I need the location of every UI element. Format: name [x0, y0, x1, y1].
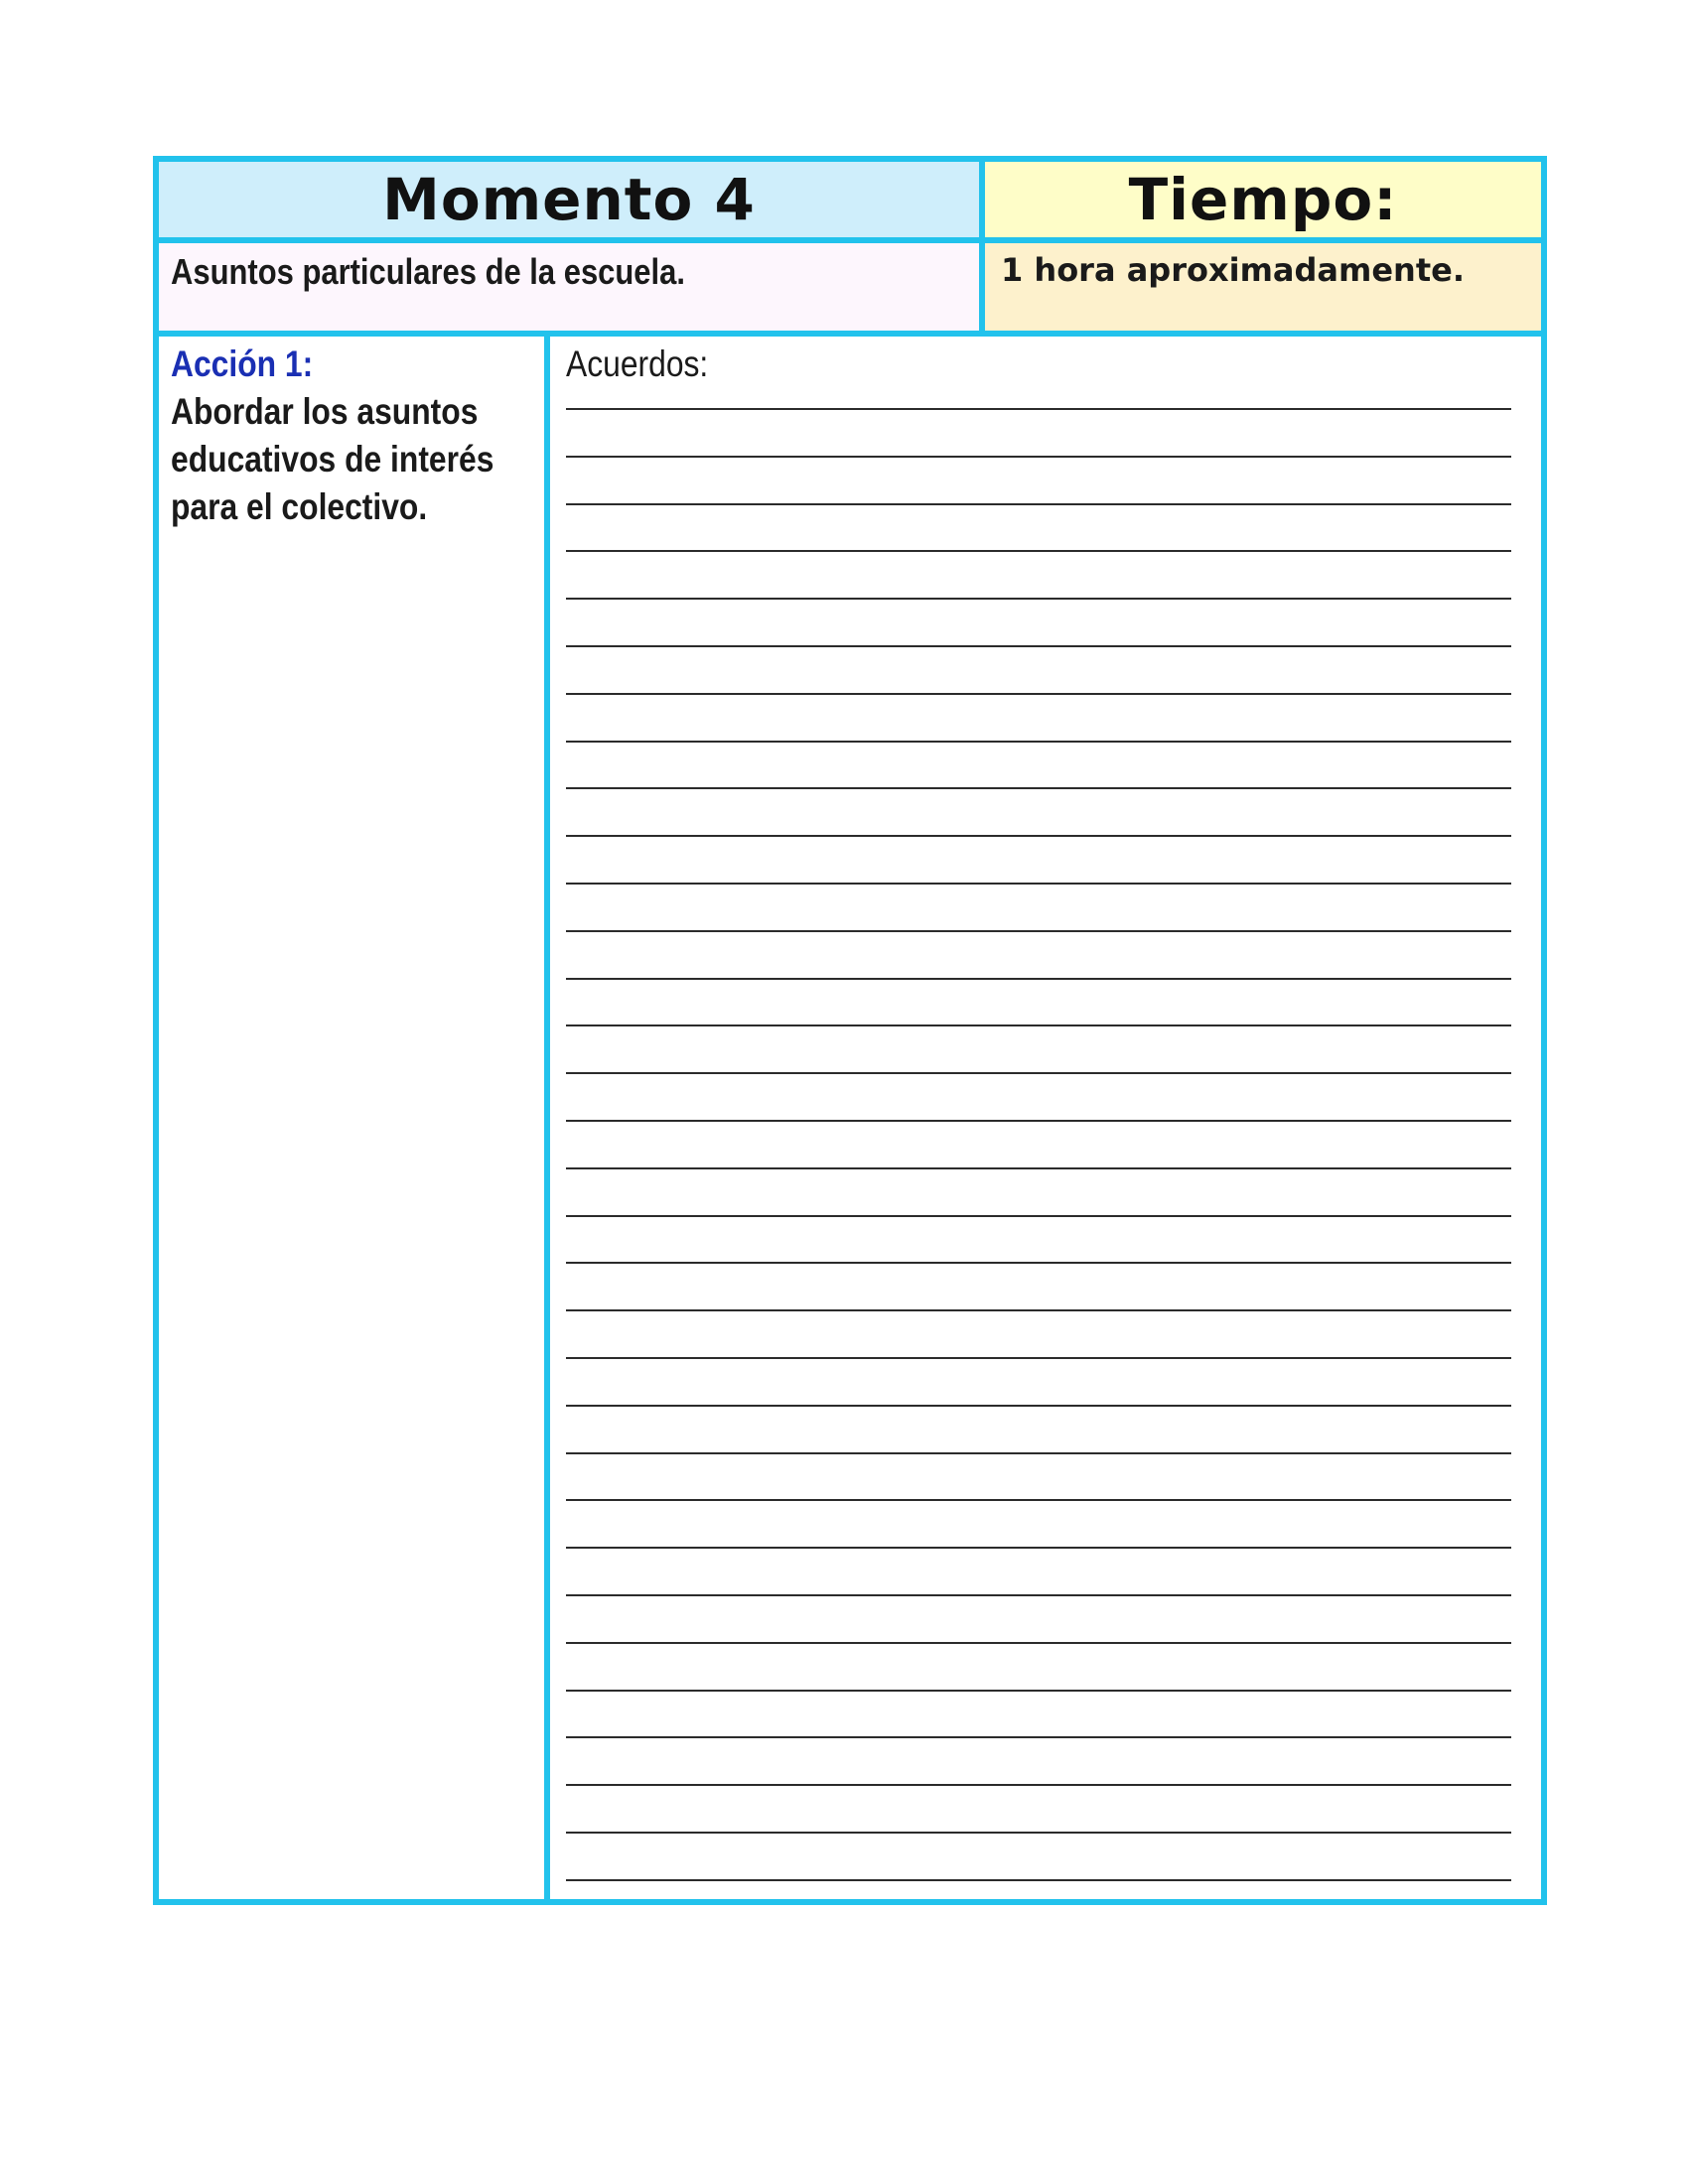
asuntos-cell: [159, 243, 985, 337]
writing-line: [566, 645, 1511, 647]
tiempo-value-cell: [985, 243, 1541, 337]
writing-line: [566, 1642, 1511, 1644]
writing-line: [566, 1499, 1511, 1501]
accion-cell: [159, 337, 550, 1899]
writing-line: [566, 1262, 1511, 1264]
writing-line: [566, 1547, 1511, 1549]
writing-line: [566, 1452, 1511, 1454]
writing-line: [566, 1784, 1511, 1786]
momento-4-form: [153, 156, 1547, 1905]
writing-line: [566, 1879, 1511, 1881]
writing-line: [566, 835, 1511, 837]
writing-line: [566, 456, 1511, 458]
writing-line: [566, 408, 1511, 410]
writing-line: [566, 1594, 1511, 1596]
asuntos-text: Asuntos particulares de la escuela.: [171, 251, 685, 292]
writing-line: [566, 1024, 1511, 1026]
accion-description: Abordar los asuntos educativos de interés para el colectivo.: [171, 391, 494, 527]
writing-line: [566, 1120, 1511, 1122]
writing-line: [566, 1072, 1511, 1074]
writing-line: [566, 1405, 1511, 1407]
writing-line: [566, 1357, 1511, 1359]
writing-line: [566, 503, 1511, 505]
writing-line: [566, 693, 1511, 695]
writing-line: [566, 1215, 1511, 1217]
writing-line: [566, 883, 1511, 885]
writing-line: [566, 1309, 1511, 1311]
writing-line: [566, 978, 1511, 980]
writing-line: [566, 930, 1511, 932]
acuerdos-cell: [550, 337, 1541, 1899]
writing-line: [566, 598, 1511, 600]
tiempo-value: 1 hora aproximadamente.: [1001, 251, 1465, 289]
momento-title: Momento 4: [382, 166, 756, 233]
writing-line: [566, 550, 1511, 552]
acuerdos-writing-lines[interactable]: [566, 337, 1511, 1899]
accion-title: Acción 1:: [171, 343, 314, 384]
acuerdos-label: Acuerdos:: [566, 343, 709, 384]
tiempo-title: Tiempo:: [1128, 166, 1398, 233]
writing-line: [566, 1167, 1511, 1169]
writing-line: [566, 1690, 1511, 1692]
writing-line: [566, 741, 1511, 743]
writing-line: [566, 1832, 1511, 1834]
writing-line: [566, 787, 1511, 789]
momento-header-cell: [159, 162, 985, 243]
writing-line: [566, 1736, 1511, 1738]
tiempo-header-cell: [985, 162, 1541, 243]
